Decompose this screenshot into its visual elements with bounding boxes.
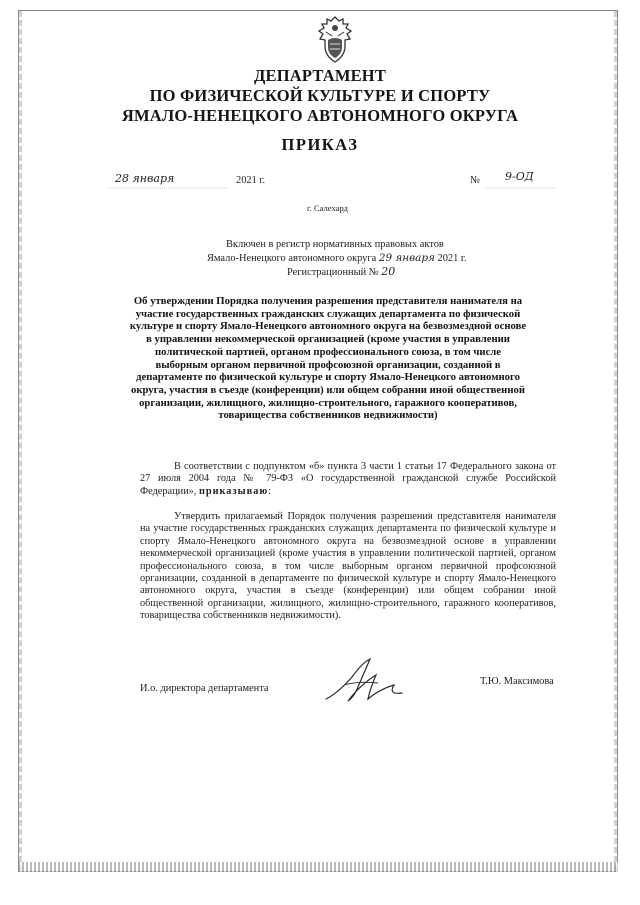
coat-of-arms-emblem xyxy=(312,14,358,66)
registry-number-label: Регистрационный № xyxy=(287,267,379,278)
registry-number-handwritten: 20 xyxy=(381,265,396,278)
document-type-heading: ПРИКАЗ xyxy=(281,135,359,154)
body-paragraph xyxy=(140,511,556,623)
registry-date-handwritten: 29 января xyxy=(378,252,435,264)
registry-year: 2021 г. xyxy=(437,253,467,264)
registry-region: Ямало-Ненецкого автономного округа xyxy=(207,253,377,264)
body-text: Утвердить прилагаемый Порядок получения разрешения представителя нанимателя на участие государственных гражданских служащих департамента по физической культуре и спорту Ямало-Ненецкого автономного округа на безвозмездной основе в управлении некоммерческой организацией (кроме участия в управлении политической партией, органом профессионального союза, в том числе выборным органом первичной профсоюзной организации, созданной в департаменте по физической культуре и спорту Ямало-Ненецкого автономного округа, участия в съезде (конференции) или общем собрании иной общественной организации, жилищного, жилищно-строительного, гаражного кооперативов, товарищества собственников недвижимости). xyxy=(140,511,556,622)
city: г. Салехард xyxy=(307,203,349,213)
preamble-paragraph xyxy=(140,461,556,498)
order-title: Об утверждении Порядка получения разрешения представителя нанимателя на участие государственных гражданских служащих департамента по физической культуре и спорту Ямало-Ненецкого автономного округа на безвозмездной основе в управлении некоммерческой организацией (кроме участия в управлении политической партией, органом профессионального союза, в том числе выборным органом первичной профсоюзной организации, созданной в департаменте по физической культуре и спорту Ямало-Ненецкого автономного округа, участия в съезде (конференции) или общем собрании иной общественной организации, жилищного, жилищно-строительного, гаражного кооперативов, товарищества собственников недвижимости) xyxy=(129,295,527,422)
number-underline xyxy=(486,186,556,190)
signatory-name: Т.Ю. Максимова xyxy=(480,676,554,687)
order-number-label: № xyxy=(470,175,480,186)
order-number-handwritten: 9-ОД xyxy=(505,170,534,183)
handwritten-signature xyxy=(318,655,410,707)
registry-line-1: Включен в регистр нормативных правовых актов xyxy=(226,239,444,250)
header-department-sport: ПО ФИЗИЧЕСКОЙ КУЛЬТУРЕ И СПОРТУ xyxy=(149,86,491,105)
date-underline xyxy=(108,186,228,190)
header-region: ЯМАЛО-НЕНЕЦКОГО АВТОНОМНОГО ОКРУГА xyxy=(121,106,519,125)
header-department: ДЕПАРТАМЕНТ xyxy=(253,66,387,85)
signatory-position: И.о. директора департамента xyxy=(140,683,269,694)
registry-line-3 xyxy=(287,265,395,278)
order-date-handwritten: 28 января xyxy=(115,172,175,185)
order-year: 2021 г. xyxy=(236,175,266,186)
order-colon: : xyxy=(268,485,272,497)
registry-line-2 xyxy=(207,252,467,264)
order-word: приказываю xyxy=(198,485,269,497)
preamble-text: В соответствии с подпунктом «б» пункта 3 части 1 статьи 17 Федерального закона от 27 июля 2004 года № 79-ФЗ «О государственной гражданской службе Российской Федерации», xyxy=(140,461,556,497)
scan-edge-bottom xyxy=(18,862,618,872)
